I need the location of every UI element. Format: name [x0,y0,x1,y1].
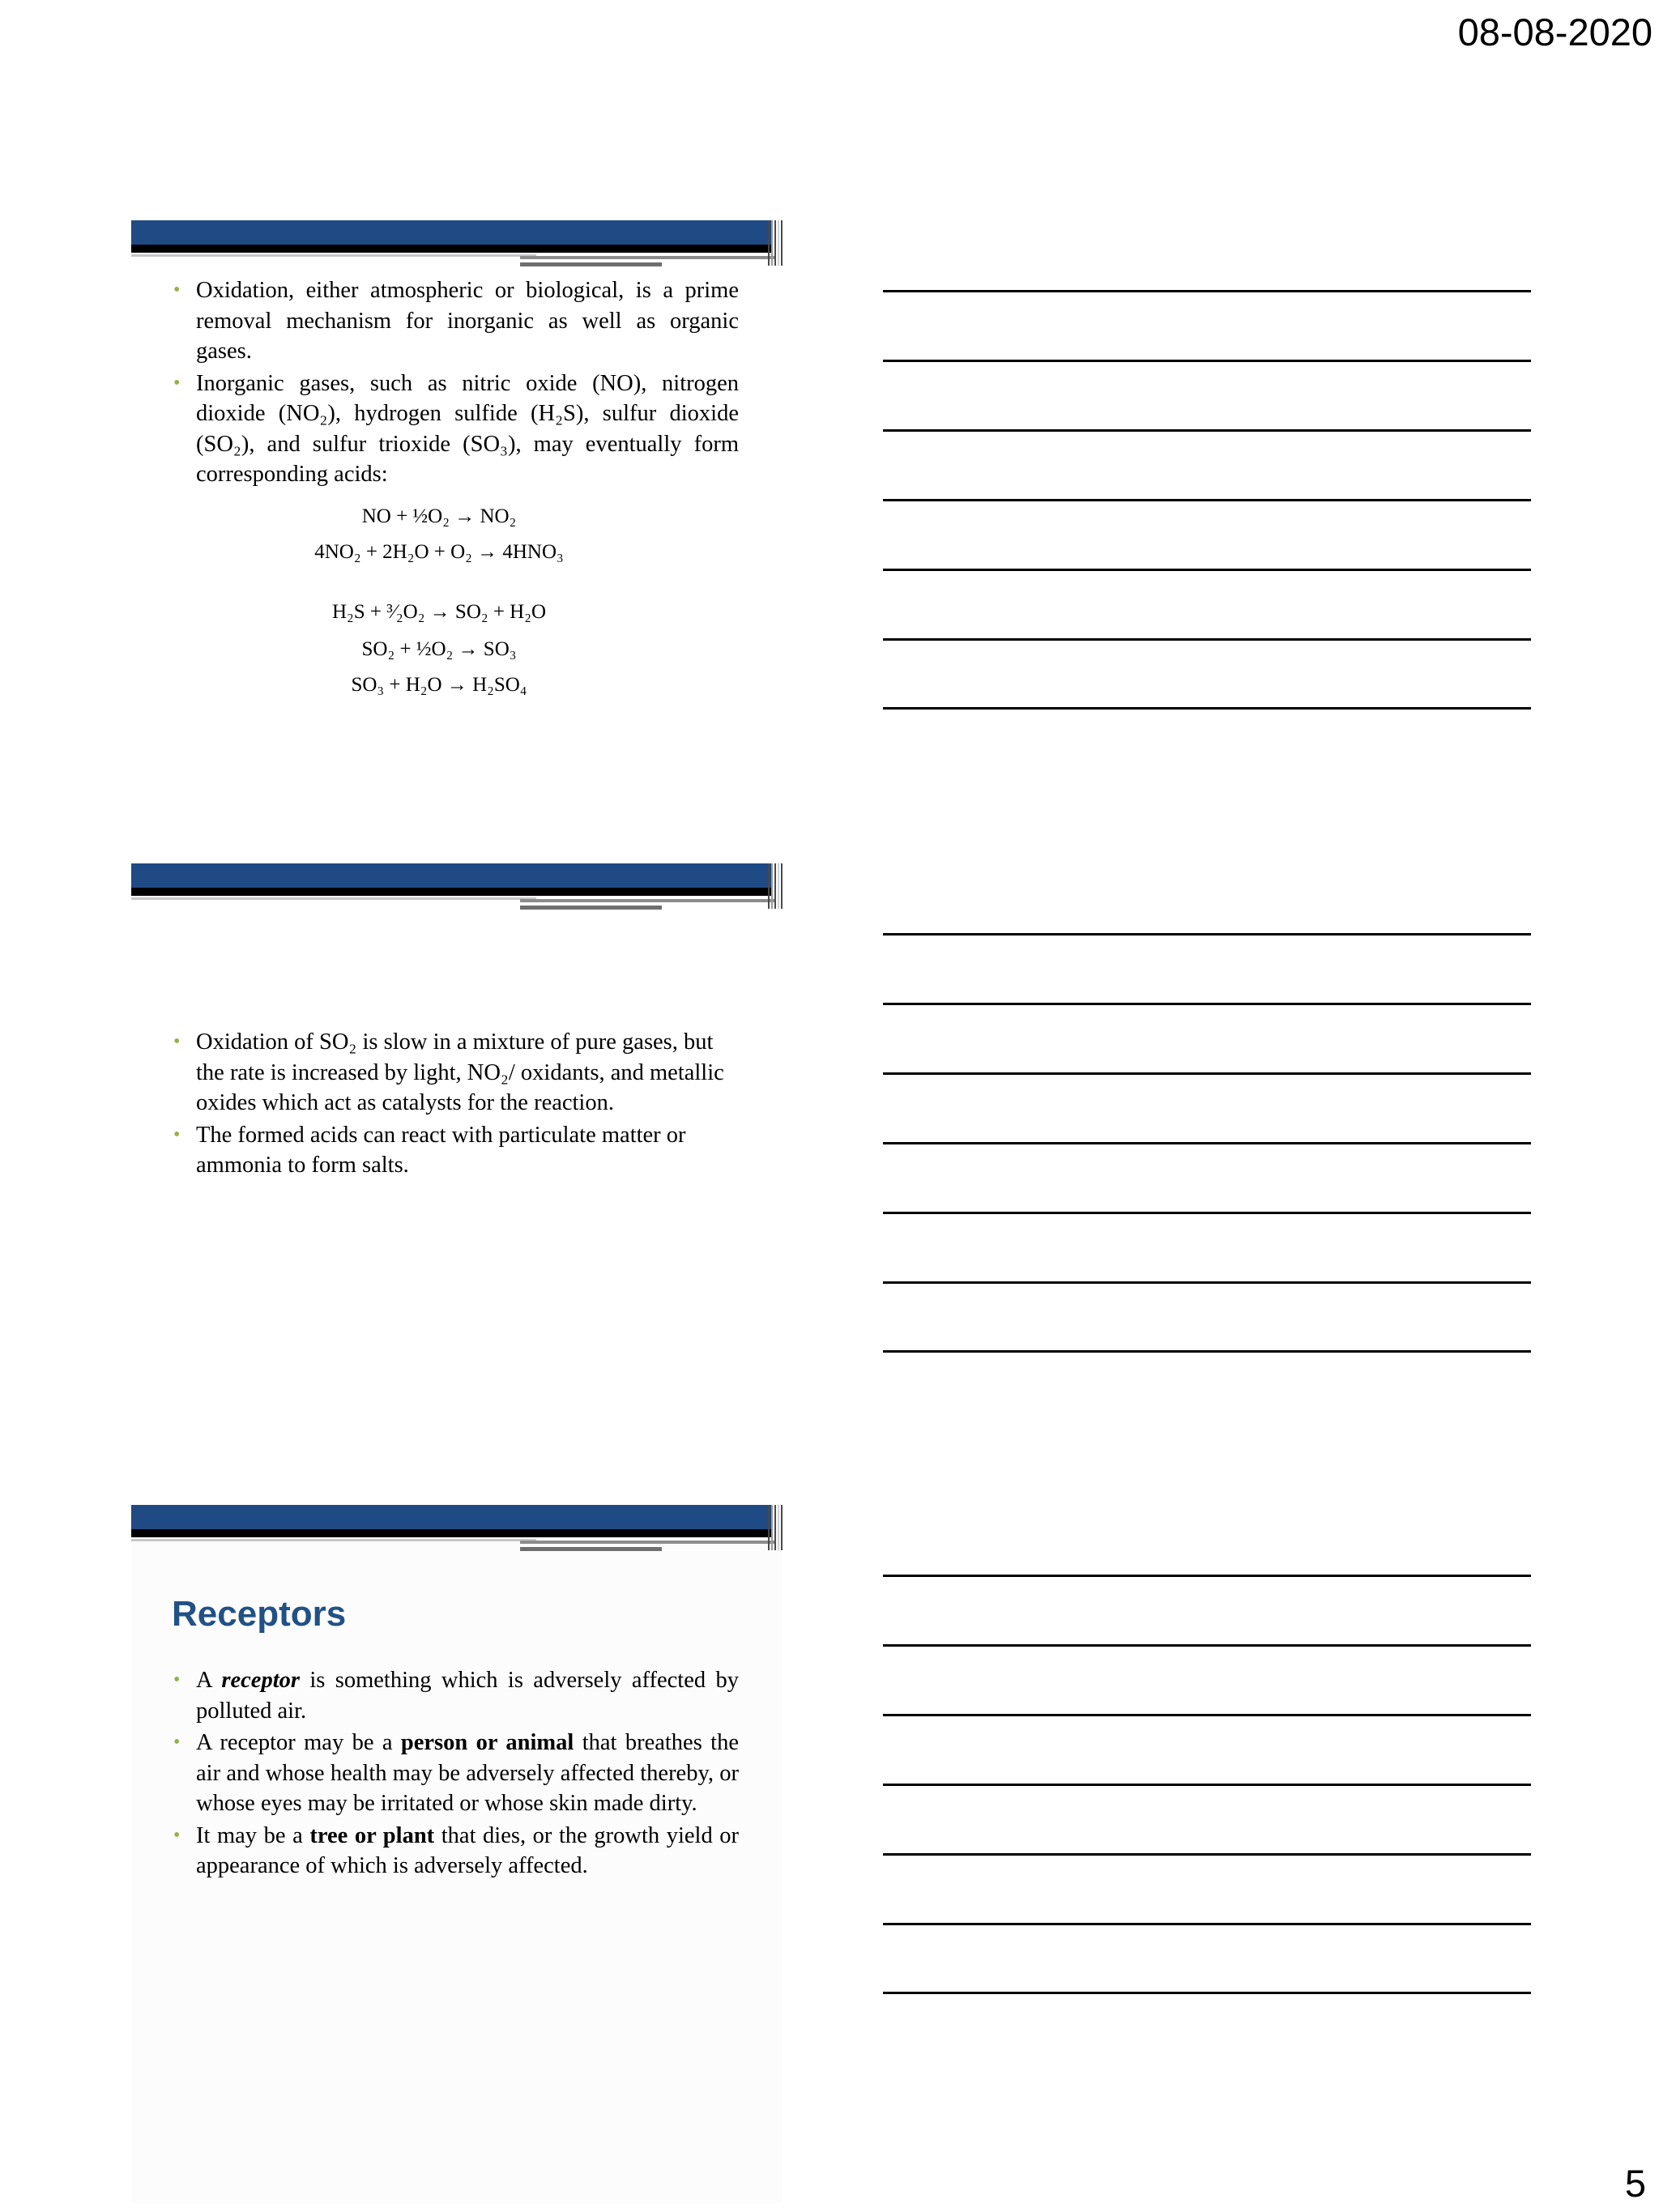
bullet-icon: • [173,1669,181,1690]
note-line [883,1003,1531,1005]
bullet-icon: • [173,1031,181,1052]
slide-1-bullets [172,275,739,490]
bullet-item: • A receptor may be a person or animal that breathes the air and whose health may be adversely affected thereby, or whose eyes may be irritated or whose skin made dirty. [172,1728,739,1819]
bullet-item: • Inorganic gases, such as nitric oxide (NO), nitrogen dioxide (NO₂), hydrogen sulfide (H₂S), sulfur dioxide (SO₂), and sulfur trioxide (SO₃), may eventually form corresponding acids: [172,369,739,490]
equation: H₂S + ³⁄₂O₂ → SO₂ + H₂O [331,601,547,623]
bullet-icon: • [173,1732,181,1753]
slide-3-bullets [172,1665,739,1882]
note-line [883,1072,1531,1075]
bullet-item: • The formed acids can react with particulate matter or ammonia to form salts. [172,1120,739,1181]
note-line [883,290,1531,292]
equation: SO₂ + ½O₂ → SO₃ [361,638,517,660]
note-line [883,429,1531,432]
note-line [883,707,1531,710]
slide-header-decoration [131,863,783,910]
note-line [883,1281,1531,1284]
equation: NO + ½O₂ → NO₂ [361,505,517,527]
equation: SO₃ + H₂O → H₂SO₄ [351,674,527,696]
slide-1 [131,220,783,865]
slide-header-decoration [131,1505,783,1552]
note-line [883,1350,1531,1353]
page-number: 5 [1624,2162,1646,2205]
slide-2 [131,863,783,1508]
slide-title: Receptors [172,1594,347,1634]
note-line [883,1575,1531,1577]
note-line [883,1714,1531,1716]
bullet-item: • Oxidation of SO₂ is slow in a mixture of pure gases, but the rate is increased by light, NO₂/ oxidants, and metallic oxides which act as catalysts for the reaction. [172,1027,739,1119]
print-date: 08-08-2020 [1457,11,1653,53]
bullet-icon: • [173,1123,181,1145]
slide-3 [131,1505,783,2203]
bullet-item: • Oxidation, either atmospheric or biological, is a prime removal mechanism for inorganic as well as organic gases. [172,275,739,367]
bullet-item: • A receptor is something which is adversely affected by polluted air. [172,1665,739,1726]
note-line [883,638,1531,641]
note-line [883,1992,1531,1994]
note-line [883,1644,1531,1647]
note-line [883,499,1531,501]
bullet-icon: • [173,279,181,300]
note-line [883,1142,1531,1144]
bullet-icon: • [173,372,181,394]
note-line [883,569,1531,571]
slide-2-bullets [172,1027,739,1181]
note-line [883,1212,1531,1214]
bullet-icon: • [173,1824,181,1846]
note-line [883,933,1531,936]
note-line [883,1923,1531,1925]
slide-header-decoration [131,220,783,267]
bullet-item: • It may be a tree or plant that dies, or the growth yield or appearance of which is adversely affected. [172,1821,739,1882]
note-line [883,1853,1531,1856]
note-line [883,360,1531,362]
note-line [883,1784,1531,1786]
equation: 4NO₂ + 2H₂O + O₂ → 4HNO₃ [314,541,564,563]
